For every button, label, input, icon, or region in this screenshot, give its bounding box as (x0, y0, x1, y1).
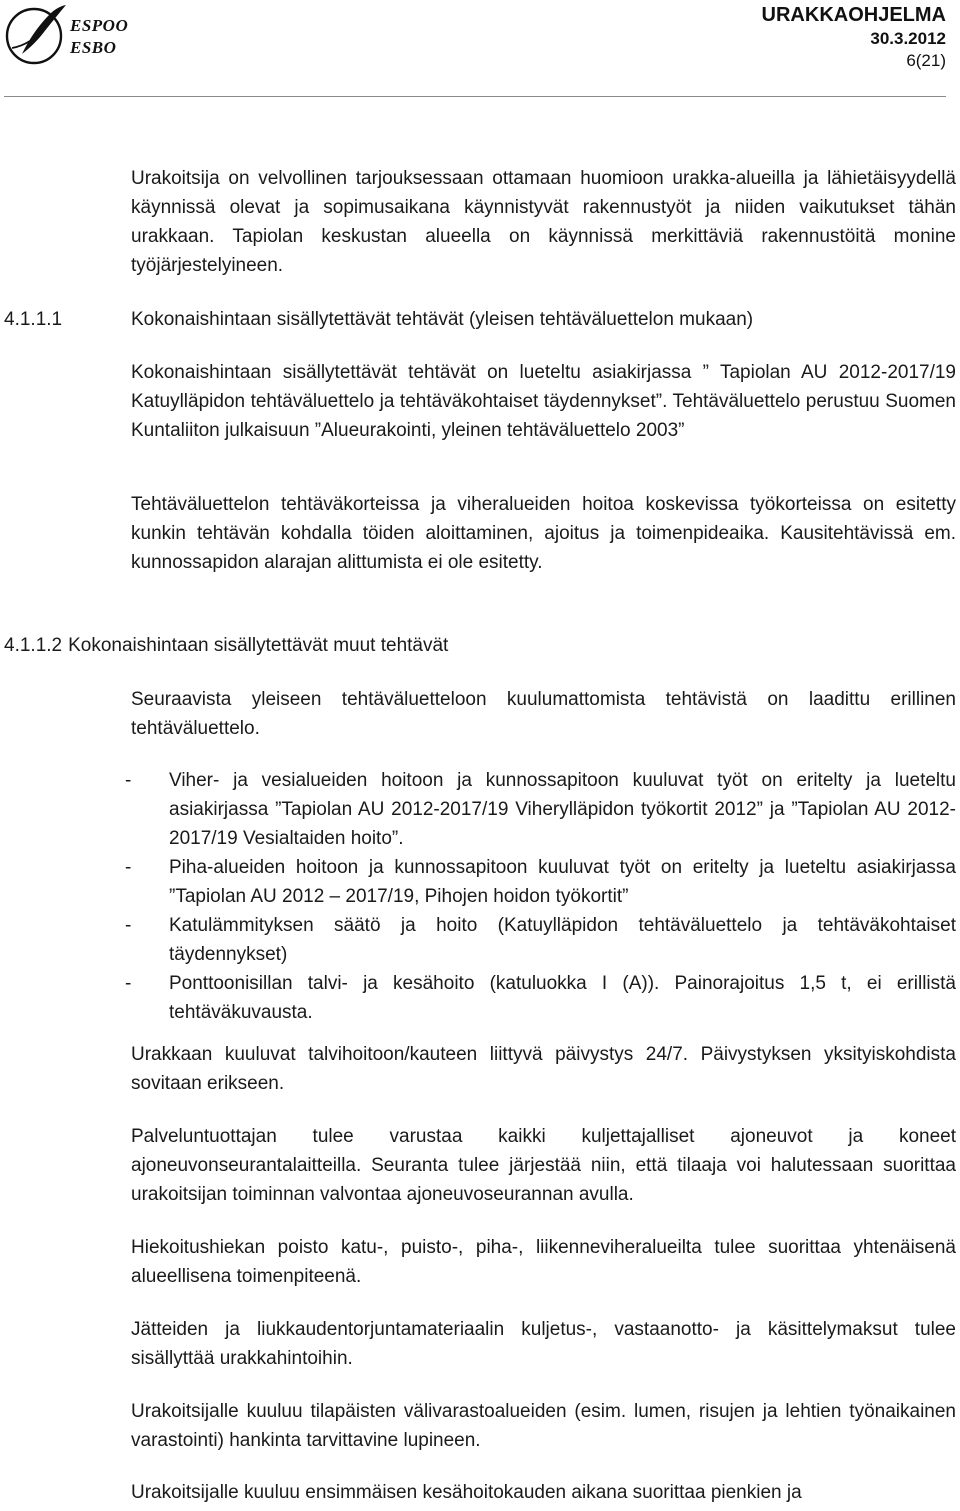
paragraph-on-call: Urakkaan kuuluvat talvihoitoon/kauteen liittyvä päivystys 24/7. Päivystyksen yksityiskohdista sovitaan erikseen. (131, 1044, 956, 1094)
list-item (115, 911, 956, 969)
list-item-text: Katulämmityksen säätö ja hoito (Katuylläpidon tehtäväluettelo ja tehtäväkohtaiset täydennykset) (169, 915, 956, 965)
list-dash: - (125, 915, 132, 936)
section-heading-4112 (4, 631, 944, 660)
document-date: 30.3.2012 (870, 29, 946, 48)
list-item-text: Piha-alueiden hoitoon ja kunnossapitoon kuuluvat työt on eritelty ja lueteltu asiakirjassa ”Tapiolan AU 2012 – 2017/19, Pihojen hoidon työkortit” (169, 857, 956, 907)
section-title: Kokonaishintaan sisällytettävät tehtävät (yleisen tehtäväluettelon mukaan) (131, 309, 754, 330)
list-item (115, 969, 956, 1027)
paragraph-sand-removal: Hiekoitushiekan poisto katu-, puisto-, piha-, liikenneviheralueilta tulee suorittaa yhtenäisenä alueellisena toimenpiteenä. (131, 1237, 956, 1287)
paragraph-summer-care: Urakoitsijalle kuuluu ensimmäisen kesähoitokauden aikana suorittaa pienkien ja (131, 1482, 802, 1503)
task-list (115, 766, 956, 1027)
header-meta (762, 2, 946, 72)
espoo-emblem-icon (4, 2, 74, 68)
page-header (0, 0, 960, 100)
list-dash: - (125, 770, 132, 791)
list-dash: - (125, 857, 132, 878)
section-heading-4111 (4, 305, 944, 334)
list-item (115, 853, 956, 911)
section-number: 4.1.1.1 (4, 309, 63, 330)
section-4112-intro: Seuraavista yleiseen tehtäväluetteloon kuulumattomista tehtävistä on laadittu erillinen tehtäväluettelo. (131, 689, 956, 739)
document-title: URAKKAOHJELMA (761, 4, 946, 26)
section-4111-paragraph-1: Kokonaishintaan sisällytettävät tehtävät on lueteltu asiakirjassa ” Tapiolan AU 2012-2017/19 Katuylläpidon tehtäväluettelo ja tehtäväkohtaiset täydennykset”. Tehtäväluettelo perustuu Suomen Kuntaliiton julkaisuun ”Alueurakointi, yleinen tehtäväluettelo 2003” (131, 362, 956, 441)
logo-text-espoo: ESPOO (70, 16, 129, 35)
paragraph-waste-fees: Jätteiden ja liukkaudentorjuntamateriaalin kuljetus-, vastaanotto- ja käsittelymaksut tulee sisällyttää urakkahintoihin. (131, 1319, 956, 1369)
section-4111-paragraph-2: Tehtäväluettelon tehtäväkorteissa ja viheralueiden hoitoa koskevissa työkorteissa on esitetty kunkin tehtävän kohdalla töiden aloittaminen, ajoitus ja toimenpideaika. Kausitehtävissä em. kunnossapidon alarajan alittumista ei ole esitetty. (131, 494, 956, 573)
espoo-logo (4, 2, 144, 68)
list-item (115, 766, 956, 853)
paragraph-vehicle-tracking: Palveluntuottajan tulee varustaa kaikki kuljettajalliset ajoneuvot ja koneet ajoneuvonseurantalaitteilla. Seuranta tulee järjestää niin, että tilaaja voi halutessaan suorittaa urakoitsijan toiminnan valvontaa ajoneuvoseurannan avulla. (131, 1126, 956, 1205)
header-divider (4, 96, 946, 97)
list-dash: - (125, 973, 132, 994)
intro-paragraph: Urakoitsija on velvollinen tarjouksessaan ottamaan huomioon urakka-alueilla ja lähietäisyydellä käynnissä olevat ja sopimusaikana käynnistyvät rakennustyöt ja niiden vaikutukset tähän urakkaan. Tapiolan keskustan alueella on käynnissä merkittäviä rakennustöitä monine työjärjestelyineen. (131, 168, 956, 276)
section-number: 4.1.1.2 (4, 635, 63, 656)
logo-text-esbo: ESBO (70, 38, 117, 57)
page-number: 6(21) (906, 51, 946, 70)
list-item-text: Viher- ja vesialueiden hoitoon ja kunnossapitoon kuuluvat työt on eritelty ja lueteltu asiakirjassa ”Tapiolan AU 2012-2017/19 Viherylläpidon työkortit 2012” ja ”Tapiolan AU 2012-2017/19 Vesialtaiden hoito”. (169, 770, 956, 849)
paragraph-storage-areas: Urakoitsijalle kuuluu tilapäisten välivarastoalueiden (esim. lumen, risujen ja lehtien työnaikainen varastointi) hankinta tarvittavine lupineen. (131, 1401, 956, 1451)
section-title: Kokonaishintaan sisällytettävät muut tehtävät (68, 635, 449, 656)
list-item-text: Ponttoonisillan talvi- ja kesähoito (katuluokka I (A)). Painorajoitus 1,5 t, ei erillistä tehtäväkuvausta. (169, 973, 956, 1023)
